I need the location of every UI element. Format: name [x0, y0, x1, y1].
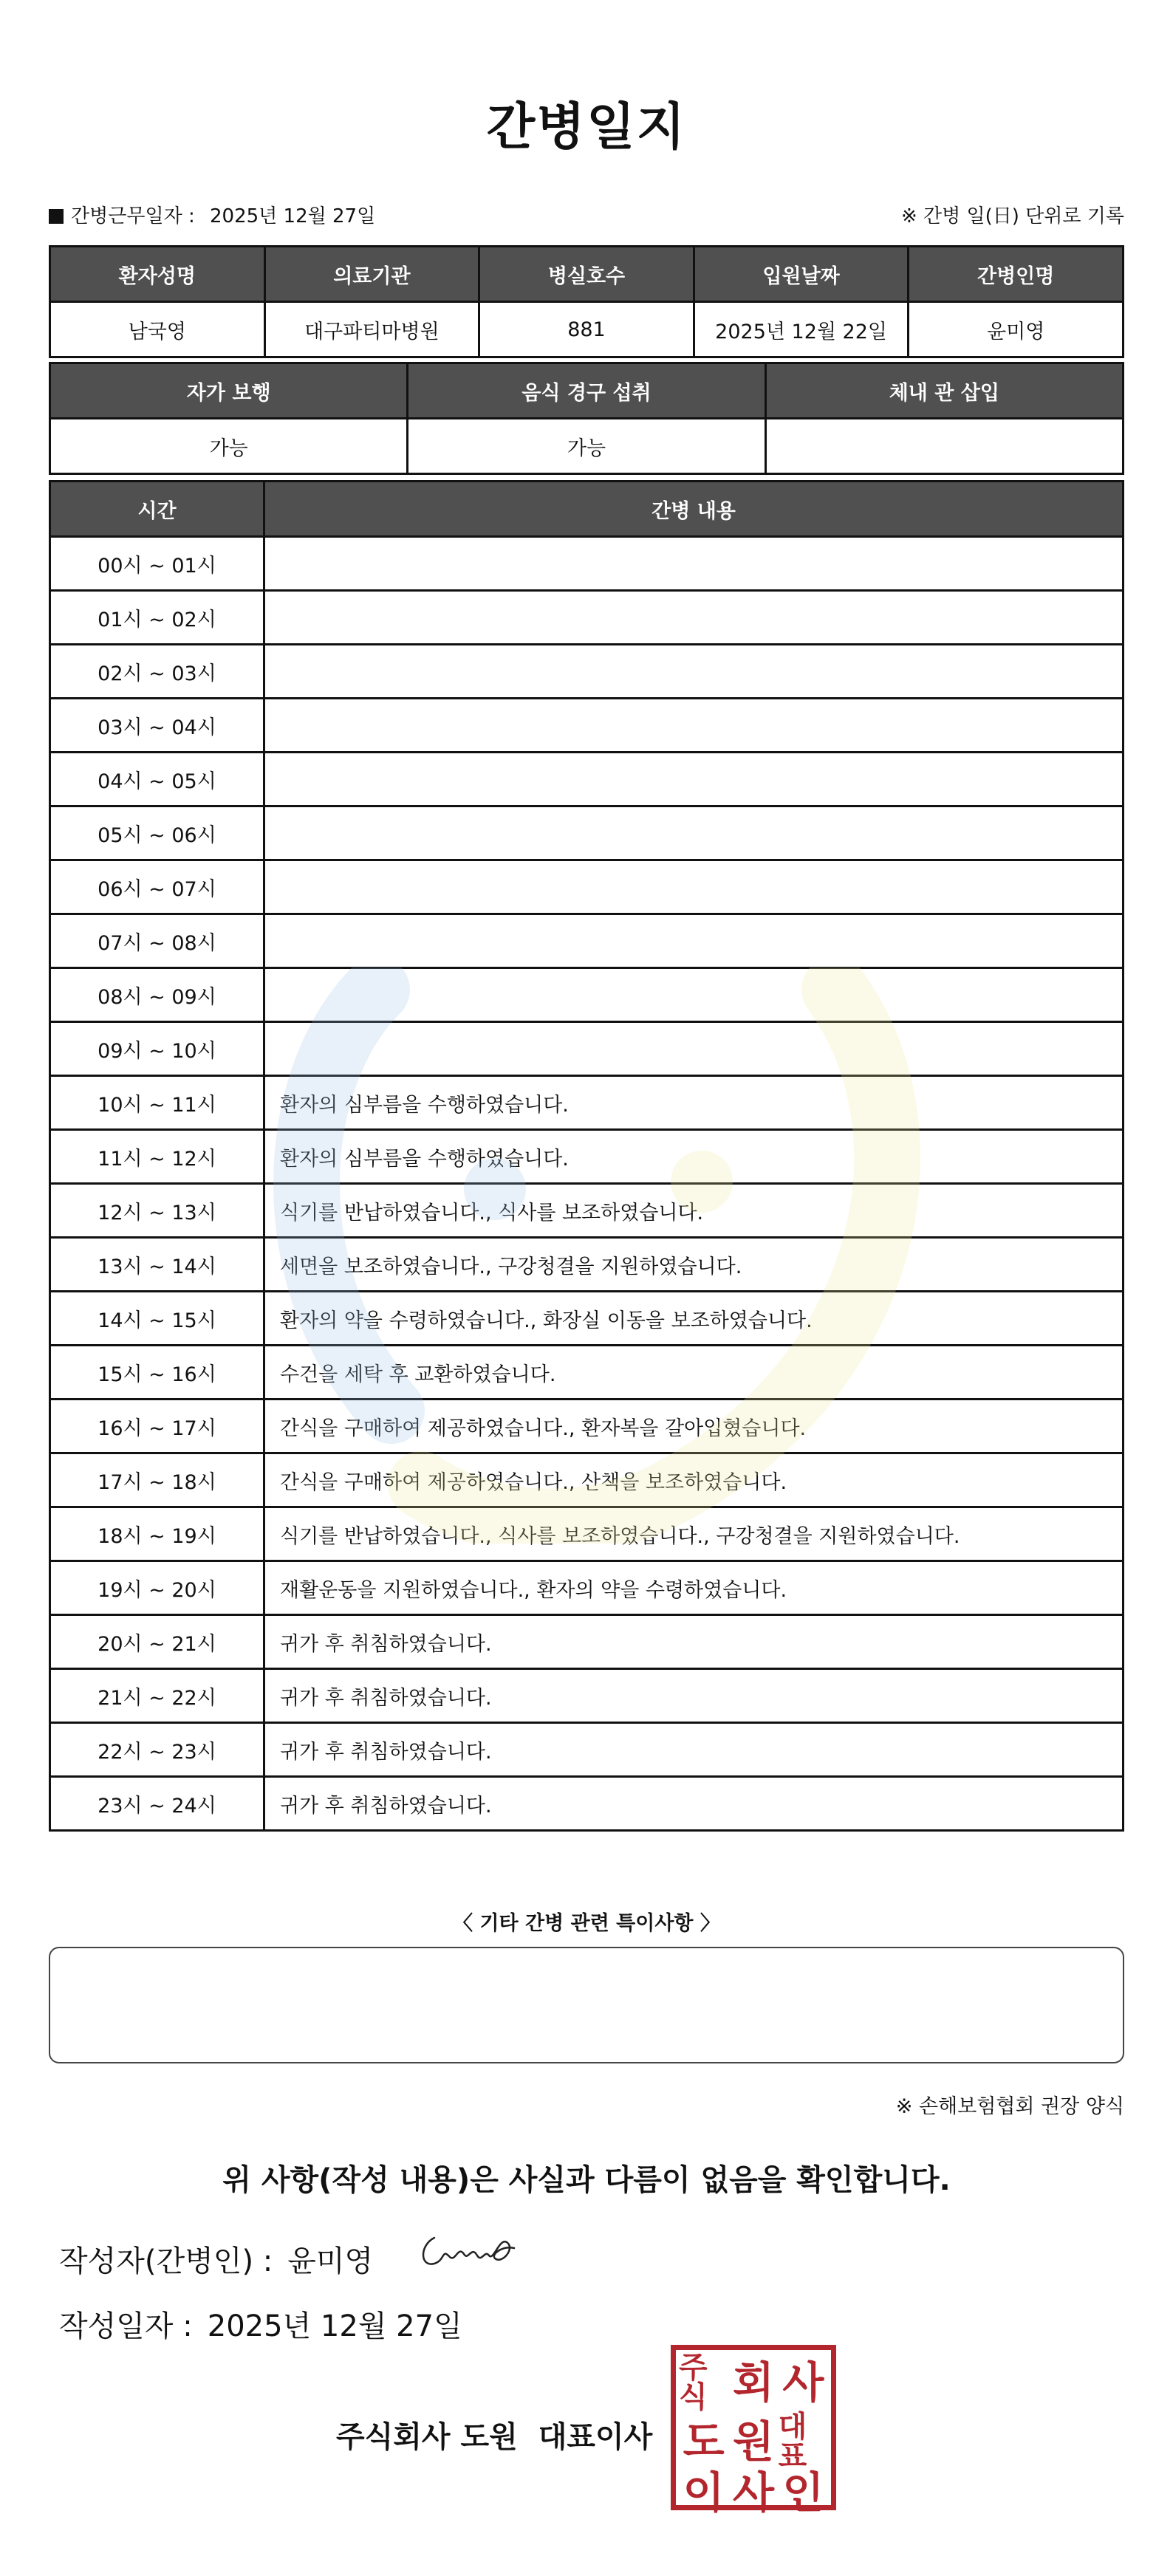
company-name: 주식회사 도원	[336, 2420, 518, 2454]
writer-name: 윤미영	[287, 2244, 374, 2278]
seal-glyph: 도	[683, 2416, 725, 2467]
record-note: ※ 간병 일(日) 단위로 기록	[900, 205, 1124, 227]
time-slot: 04시 ~ 05시	[50, 753, 264, 806]
time-slot: 17시 ~ 18시	[50, 1453, 264, 1507]
care-content	[264, 806, 1124, 860]
table-row	[50, 1238, 1124, 1292]
time-slot: 09시 ~ 10시	[50, 1022, 264, 1076]
care-content: 간식을 구매하여 제공하였습니다., 환자복을 갈아입혔습니다.	[264, 1400, 1124, 1453]
time-slot: 02시 ~ 03시	[50, 645, 264, 699]
work-date-value: 2025년 12월 27일	[210, 205, 376, 227]
page-title: 간병일지	[486, 98, 687, 157]
time-slot: 21시 ~ 22시	[50, 1669, 264, 1723]
company-seal-stamp	[671, 2345, 836, 2518]
care-content: 세면을 보조하였습니다., 구강청결을 지원하였습니다.	[264, 1238, 1124, 1292]
header-oral-intake: 음식 경구 섭취	[408, 363, 765, 419]
care-content	[264, 699, 1124, 753]
seal-glyph: 사	[782, 2357, 824, 2408]
care-content: 간식을 구매하여 제공하였습니다., 산책을 보조하였습니다.	[264, 1453, 1124, 1507]
table-row	[50, 860, 1124, 914]
writer-line	[59, 2238, 373, 2280]
header-room-number: 병실호수	[479, 247, 694, 302]
time-slot: 14시 ~ 15시	[50, 1292, 264, 1346]
time-slot: 12시 ~ 13시	[50, 1184, 264, 1238]
header-care-content: 간병 내용	[264, 482, 1124, 537]
care-content	[264, 860, 1124, 914]
care-content	[264, 645, 1124, 699]
seal-glyph: 사	[732, 2467, 774, 2518]
header-time: 시간	[50, 482, 264, 537]
table-row	[50, 537, 1124, 591]
table-row	[50, 1292, 1124, 1346]
table-row	[50, 591, 1124, 645]
header-admission-date: 입원날짜	[694, 247, 909, 302]
time-slot: 20시 ~ 21시	[50, 1615, 264, 1669]
table-row	[50, 1022, 1124, 1076]
self-walking-value: 가능	[50, 419, 408, 474]
header-self-walking: 자가 보행	[50, 363, 408, 419]
write-date-label: 작성일자 :	[59, 2309, 193, 2343]
time-slot: 00시 ~ 01시	[50, 537, 264, 591]
table-row	[50, 1561, 1124, 1615]
header-patient-name: 환자성명	[50, 247, 265, 302]
time-slot: 19시 ~ 20시	[50, 1561, 264, 1615]
care-content: 환자의 심부름을 수행하였습니다.	[264, 1130, 1124, 1184]
table-row	[50, 1453, 1124, 1507]
work-date	[49, 201, 375, 228]
hospital-name: 대구파티마병원	[264, 302, 479, 357]
table-row	[50, 753, 1124, 806]
seal-glyph: 이	[683, 2467, 725, 2518]
seal-glyph: 회	[732, 2357, 774, 2408]
time-slot: 13시 ~ 14시	[50, 1238, 264, 1292]
care-log-body	[50, 537, 1124, 1831]
seal-glyph: 인	[782, 2467, 824, 2518]
time-slot: 23시 ~ 24시	[50, 1777, 264, 1831]
signature-icon	[412, 2223, 523, 2282]
care-log-table	[49, 480, 1124, 1832]
care-content: 식기를 반납하였습니다., 식사를 보조하였습니다., 구강청결을 지원하였습니다.	[264, 1507, 1124, 1561]
table-row	[50, 1615, 1124, 1669]
care-content: 귀가 후 취침하였습니다.	[264, 1723, 1124, 1777]
table-row	[50, 1130, 1124, 1184]
time-slot: 22시 ~ 23시	[50, 1723, 264, 1777]
seal-glyph: 대표	[778, 2410, 807, 2473]
caregiver-name: 윤미영	[909, 302, 1124, 357]
write-date-value: 2025년 12월 27일	[207, 2309, 462, 2343]
table-row	[50, 914, 1124, 968]
patient-info-table	[49, 245, 1124, 358]
time-slot: 18시 ~ 19시	[50, 1507, 264, 1561]
time-slot: 07시 ~ 08시	[50, 914, 264, 968]
table-row	[50, 1669, 1124, 1723]
time-slot: 08시 ~ 09시	[50, 968, 264, 1022]
table-row	[50, 1346, 1124, 1400]
time-slot: 11시 ~ 12시	[50, 1130, 264, 1184]
care-content	[264, 914, 1124, 968]
seal-glyph: 주식	[679, 2351, 708, 2414]
table-row	[50, 1076, 1124, 1130]
table-row	[50, 1400, 1124, 1453]
header-tube-insertion: 체내 관 삽입	[765, 363, 1123, 419]
table-row	[50, 1507, 1124, 1561]
care-content	[264, 1022, 1124, 1076]
writer-label: 작성자(간병인) :	[59, 2244, 273, 2278]
time-slot: 03시 ~ 04시	[50, 699, 264, 753]
table-row	[50, 1184, 1124, 1238]
header-caregiver-name: 간병인명	[909, 247, 1124, 302]
care-content	[264, 753, 1124, 806]
care-content	[264, 968, 1124, 1022]
work-date-label: 간병근무일자	[71, 205, 182, 227]
table-row	[50, 699, 1124, 753]
time-slot: 01시 ~ 02시	[50, 591, 264, 645]
table-row	[50, 968, 1124, 1022]
care-content: 귀가 후 취침하였습니다.	[264, 1615, 1124, 1669]
table-row	[50, 806, 1124, 860]
form-note: ※ 손해보험협회 권장 양식	[895, 2095, 1124, 2118]
confirmation-statement: 위 사항(작성 내용)은 사실과 다름이 없음을 확인합니다.	[222, 2163, 951, 2197]
admission-date: 2025년 12월 22일	[694, 302, 909, 357]
care-content	[264, 537, 1124, 591]
remarks-title: 〈 기타 간병 관련 특이사항 〉	[453, 1912, 720, 1935]
care-content: 귀가 후 취침하였습니다.	[264, 1669, 1124, 1723]
square-bullet-icon	[49, 209, 64, 224]
company-line	[336, 2414, 652, 2456]
care-content: 수건을 세탁 후 교환하였습니다.	[264, 1346, 1124, 1400]
care-content	[264, 591, 1124, 645]
care-content: 재활운동을 지원하였습니다., 환자의 약을 수령하였습니다.	[264, 1561, 1124, 1615]
representative-title: 대표이사	[538, 2420, 653, 2454]
time-slot: 05시 ~ 06시	[50, 806, 264, 860]
time-slot: 16시 ~ 17시	[50, 1400, 264, 1453]
patient-name: 남국영	[50, 302, 265, 357]
table-row	[50, 645, 1124, 699]
table-row	[50, 1723, 1124, 1777]
oral-intake-value: 가능	[408, 419, 765, 474]
time-slot: 06시 ~ 07시	[50, 860, 264, 914]
write-date-line	[59, 2303, 462, 2345]
care-content: 식기를 반납하였습니다., 식사를 보조하였습니다.	[264, 1184, 1124, 1238]
care-content: 환자의 약을 수령하였습니다., 화장실 이동을 보조하였습니다.	[264, 1292, 1124, 1346]
work-date-separator: :	[188, 205, 195, 227]
room-number: 881	[479, 302, 694, 357]
table-row	[50, 1777, 1124, 1831]
care-content: 환자의 심부름을 수행하였습니다.	[264, 1076, 1124, 1130]
time-slot: 15시 ~ 16시	[50, 1346, 264, 1400]
patient-status-table	[49, 362, 1124, 475]
tube-insertion-value	[765, 419, 1123, 474]
time-slot: 10시 ~ 11시	[50, 1076, 264, 1130]
seal-glyph: 원	[732, 2416, 774, 2467]
remarks-box	[49, 1947, 1124, 2063]
header-hospital: 의료기관	[264, 247, 479, 302]
care-content: 귀가 후 취침하였습니다.	[264, 1777, 1124, 1831]
